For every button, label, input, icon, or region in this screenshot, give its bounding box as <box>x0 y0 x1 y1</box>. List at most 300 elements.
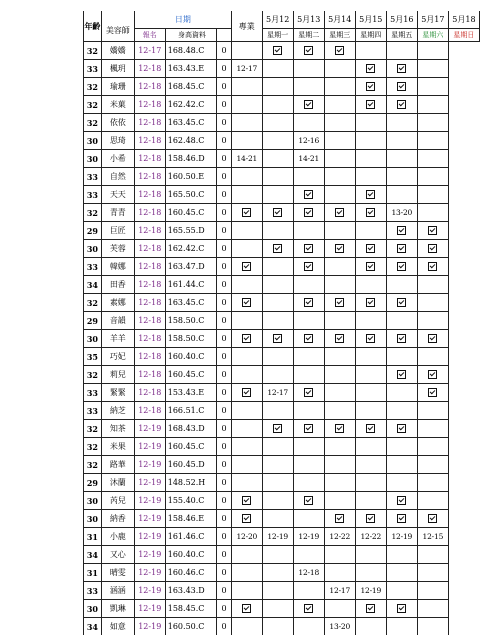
checkbox-checked-icon <box>242 604 251 613</box>
day-cell <box>386 114 417 132</box>
checkbox-checked-icon <box>273 424 282 433</box>
checkbox-checked-icon <box>428 370 437 379</box>
day-cell <box>262 258 293 276</box>
day-cell <box>324 384 355 402</box>
day-cell <box>324 276 355 294</box>
day-cell <box>262 312 293 330</box>
day-cell <box>324 312 355 330</box>
day-cell <box>386 186 417 204</box>
checkbox-checked-icon <box>304 334 313 343</box>
checkin-cell: 12-19 <box>134 600 165 618</box>
day-cell <box>324 60 355 78</box>
name-cell: 嬌嬌 <box>101 42 134 60</box>
checkbox-checked-icon <box>397 244 406 253</box>
day-cell <box>355 330 386 348</box>
day-cell <box>417 150 448 168</box>
day-cell <box>231 114 262 132</box>
table-row <box>84 564 480 582</box>
date-header-5: 5月17 <box>417 11 448 29</box>
day-cell <box>324 474 355 492</box>
checkbox-checked-icon <box>397 82 406 91</box>
weekday-header-4: 星期五 <box>386 29 417 42</box>
day-cell <box>355 150 386 168</box>
day-cell <box>231 240 262 258</box>
age-cell: 34 <box>84 618 102 635</box>
day-cell <box>417 114 448 132</box>
day-cell <box>355 186 386 204</box>
age-cell: 35 <box>84 348 102 366</box>
day-cell <box>293 420 324 438</box>
body-data-cell: 161.46.C <box>165 528 216 546</box>
day-cell <box>262 438 293 456</box>
day-cell <box>262 186 293 204</box>
checkbox-checked-icon <box>304 244 313 253</box>
checkbox-checked-icon <box>366 190 375 199</box>
table-row <box>84 510 480 528</box>
day-cell <box>231 186 262 204</box>
name-cell: 納芝 <box>101 402 134 420</box>
checkbox-checked-icon <box>273 334 282 343</box>
checkin-cell: 12-18 <box>134 366 165 384</box>
checkin-cell: 12-18 <box>134 294 165 312</box>
special-cell: 0 <box>217 96 232 114</box>
day-cell <box>231 618 262 635</box>
day-cell <box>293 564 324 582</box>
day-cell <box>262 510 293 528</box>
checkbox-checked-icon <box>428 262 437 271</box>
day-cell <box>262 240 293 258</box>
day-cell <box>262 60 293 78</box>
checkbox-checked-icon <box>366 298 375 307</box>
name-cell: 巨匠 <box>101 222 134 240</box>
checkbox-checked-icon <box>335 514 344 523</box>
body-data-cell: 158.46.E <box>165 510 216 528</box>
day-cell <box>231 420 262 438</box>
checkin-cell: 12-18 <box>134 78 165 96</box>
body-data-cell: 163.43.D <box>165 582 216 600</box>
checkin-cell: 12-18 <box>134 204 165 222</box>
time-range: 12-22 <box>329 532 350 541</box>
day-cell <box>293 438 324 456</box>
age-cell: 30 <box>84 600 102 618</box>
day-cell <box>386 402 417 420</box>
day-cell <box>262 546 293 564</box>
age-cell: 32 <box>84 204 102 222</box>
day-cell <box>293 222 324 240</box>
day-cell <box>262 132 293 150</box>
day-cell <box>417 402 448 420</box>
body-data-cell: 165.55.D <box>165 222 216 240</box>
special-cell: 0 <box>217 366 232 384</box>
day-cell <box>355 78 386 96</box>
day-cell <box>231 528 262 546</box>
table-row <box>84 42 480 60</box>
day-cell <box>355 258 386 276</box>
special-cell: 0 <box>217 240 232 258</box>
age-cell: 33 <box>84 582 102 600</box>
checkin-cell: 12-18 <box>134 312 165 330</box>
checkin-cell: 12-18 <box>134 186 165 204</box>
checkbox-checked-icon <box>273 208 282 217</box>
day-cell <box>355 402 386 420</box>
day-cell <box>293 240 324 258</box>
name-cell: 莉兒 <box>101 366 134 384</box>
schedule-body <box>84 11 480 635</box>
checkbox-checked-icon <box>304 496 313 505</box>
day-cell <box>293 348 324 366</box>
age-cell: 31 <box>84 564 102 582</box>
day-cell <box>417 276 448 294</box>
day-cell <box>262 204 293 222</box>
special-cell: 0 <box>217 294 232 312</box>
day-cell <box>262 528 293 546</box>
checkbox-checked-icon <box>397 496 406 505</box>
day-cell <box>262 420 293 438</box>
age-cell: 30 <box>84 240 102 258</box>
checkin-cell: 12-19 <box>134 438 165 456</box>
day-cell <box>355 294 386 312</box>
day-cell <box>386 600 417 618</box>
day-cell <box>293 456 324 474</box>
day-cell <box>293 186 324 204</box>
day-cell <box>386 510 417 528</box>
checkbox-checked-icon <box>428 334 437 343</box>
name-cell: 路華 <box>101 456 134 474</box>
day-cell <box>417 600 448 618</box>
day-cell <box>324 168 355 186</box>
special-cell: 0 <box>217 474 232 492</box>
name-cell: 納香 <box>101 510 134 528</box>
special-cell: 0 <box>217 204 232 222</box>
day-cell <box>231 492 262 510</box>
day-cell <box>386 60 417 78</box>
day-cell <box>324 582 355 600</box>
age-cell: 30 <box>84 132 102 150</box>
name-cell: 又心 <box>101 546 134 564</box>
name-cell: 芮兒 <box>101 492 134 510</box>
day-cell <box>293 114 324 132</box>
checkbox-checked-icon <box>397 100 406 109</box>
day-cell <box>231 294 262 312</box>
day-cell <box>386 168 417 186</box>
day-cell <box>231 366 262 384</box>
day-cell <box>324 114 355 132</box>
day-cell <box>293 474 324 492</box>
special-cell: 0 <box>217 438 232 456</box>
name-cell: 米菓 <box>101 96 134 114</box>
day-cell <box>324 258 355 276</box>
day-cell <box>417 204 448 222</box>
checkbox-checked-icon <box>428 244 437 253</box>
date-group-label: 日期 <box>175 15 191 24</box>
day-cell <box>293 402 324 420</box>
name-cell: 如意 <box>101 618 134 635</box>
table-row <box>84 600 480 618</box>
checkin-cell: 12-18 <box>134 114 165 132</box>
age-cell: 33 <box>84 186 102 204</box>
day-cell <box>417 312 448 330</box>
day-cell <box>417 132 448 150</box>
table-row <box>84 492 480 510</box>
special-cell: 0 <box>217 132 232 150</box>
checkbox-checked-icon <box>397 226 406 235</box>
day-cell <box>355 114 386 132</box>
body-data-cell: 163.45.C <box>165 294 216 312</box>
day-cell <box>324 330 355 348</box>
day-cell <box>231 60 262 78</box>
day-cell <box>355 474 386 492</box>
day-cell <box>386 366 417 384</box>
checkin-cell: 12-18 <box>134 348 165 366</box>
day-cell <box>386 312 417 330</box>
body-data-cell: 158.45.C <box>165 600 216 618</box>
day-cell <box>417 438 448 456</box>
day-cell <box>231 456 262 474</box>
day-cell <box>262 114 293 132</box>
day-cell <box>417 240 448 258</box>
special-cell: 0 <box>217 384 232 402</box>
day-cell <box>355 168 386 186</box>
name-cell: 小希 <box>101 150 134 168</box>
day-cell <box>386 384 417 402</box>
body-header: 身高資料 <box>165 29 216 42</box>
weekday-header-5: 星期六 <box>417 29 448 42</box>
day-cell <box>417 42 448 60</box>
checkbox-checked-icon <box>366 82 375 91</box>
checkbox-checked-icon <box>273 244 282 253</box>
table-row <box>84 204 480 222</box>
age-cell: 33 <box>84 60 102 78</box>
time-range: 12-17 <box>329 586 350 595</box>
day-cell <box>262 78 293 96</box>
day-cell <box>417 168 448 186</box>
body-data-cell: 160.45.D <box>165 456 216 474</box>
day-cell <box>355 276 386 294</box>
day-cell <box>324 528 355 546</box>
day-cell <box>355 600 386 618</box>
checkin-cell: 12-18 <box>134 330 165 348</box>
day-cell <box>262 348 293 366</box>
day-cell <box>417 348 448 366</box>
day-cell <box>324 492 355 510</box>
day-cell <box>262 168 293 186</box>
day-cell <box>231 258 262 276</box>
age-cell: 33 <box>84 402 102 420</box>
checkin-cell: 12-18 <box>134 222 165 240</box>
name-cell: 緊緊 <box>101 384 134 402</box>
special-cell: 0 <box>217 114 232 132</box>
age-cell: 29 <box>84 474 102 492</box>
day-cell <box>386 438 417 456</box>
day-cell <box>231 600 262 618</box>
day-cell <box>231 438 262 456</box>
day-cell <box>355 456 386 474</box>
day-cell <box>293 600 324 618</box>
checkin-cell: 12-19 <box>134 456 165 474</box>
name-cell: 田香 <box>101 276 134 294</box>
day-cell <box>293 510 324 528</box>
name-header-label: 美容師 <box>102 25 134 36</box>
table-row <box>84 330 480 348</box>
body-data-cell: 148.52.H <box>165 474 216 492</box>
time-range: 12-19 <box>360 586 381 595</box>
header-row-weekdays <box>84 29 480 42</box>
day-cell <box>417 456 448 474</box>
time-range: 12-20 <box>236 532 257 541</box>
checkin-cell: 12-19 <box>134 528 165 546</box>
table-row <box>84 186 480 204</box>
table-row <box>84 276 480 294</box>
name-cell: 芙蓉 <box>101 240 134 258</box>
day-cell <box>293 366 324 384</box>
age-cell: 32 <box>84 114 102 132</box>
body-data-cell: 153.43.E <box>165 384 216 402</box>
day-cell <box>417 492 448 510</box>
day-cell <box>262 96 293 114</box>
special-cell: 0 <box>217 618 232 635</box>
checkin-cell: 12-18 <box>134 132 165 150</box>
checkbox-checked-icon <box>335 334 344 343</box>
time-range: 14-21 <box>298 154 319 163</box>
day-cell <box>262 330 293 348</box>
table-row <box>84 150 480 168</box>
day-cell <box>324 240 355 258</box>
checkbox-checked-icon <box>304 388 313 397</box>
day-cell <box>324 438 355 456</box>
weekday-header-2: 星期三 <box>324 29 355 42</box>
checkbox-checked-icon <box>366 514 375 523</box>
checkin-cell: 12-19 <box>134 474 165 492</box>
table-row <box>84 168 480 186</box>
date-header-0: 5月12 <box>262 11 293 29</box>
name-cell: 韓娜 <box>101 258 134 276</box>
day-cell <box>293 312 324 330</box>
date-header-4: 5月16 <box>386 11 417 29</box>
day-cell <box>324 564 355 582</box>
day-cell <box>355 366 386 384</box>
day-cell <box>417 474 448 492</box>
day-cell <box>355 60 386 78</box>
name-cell: 晴雯 <box>101 564 134 582</box>
table-row <box>84 546 480 564</box>
day-cell <box>417 366 448 384</box>
day-cell <box>231 564 262 582</box>
age-header: 年齡 <box>84 11 102 42</box>
checkbox-checked-icon <box>242 208 251 217</box>
day-cell <box>293 132 324 150</box>
checkin-cell: 12-18 <box>134 150 165 168</box>
body-data-cell: 163.45.C <box>165 114 216 132</box>
checkin-cell: 12-19 <box>134 510 165 528</box>
age-cell: 33 <box>84 168 102 186</box>
day-cell <box>231 582 262 600</box>
day-cell <box>355 312 386 330</box>
body-data-cell: 168.43.D <box>165 420 216 438</box>
day-cell <box>262 474 293 492</box>
date-header-2: 5月14 <box>324 11 355 29</box>
checkin-cell: 12-19 <box>134 546 165 564</box>
age-cell: 32 <box>84 420 102 438</box>
checkbox-checked-icon <box>335 244 344 253</box>
day-cell <box>324 222 355 240</box>
day-cell <box>293 618 324 635</box>
name-cell: 素娜 <box>101 294 134 312</box>
special-cell: 0 <box>217 276 232 294</box>
day-cell <box>324 150 355 168</box>
table-row <box>84 294 480 312</box>
body-data-cell: 158.46.D <box>165 150 216 168</box>
day-cell <box>231 150 262 168</box>
age-cell: 32 <box>84 366 102 384</box>
day-cell <box>262 42 293 60</box>
table-row <box>84 258 480 276</box>
age-cell: 32 <box>84 96 102 114</box>
day-cell <box>324 546 355 564</box>
day-cell <box>417 420 448 438</box>
checkbox-checked-icon <box>304 100 313 109</box>
day-cell <box>262 456 293 474</box>
checkbox-checked-icon <box>304 604 313 613</box>
special-cell: 0 <box>217 186 232 204</box>
time-range: 12-18 <box>298 568 319 577</box>
checkbox-checked-icon <box>366 100 375 109</box>
checkbox-checked-icon <box>397 604 406 613</box>
special-cell: 0 <box>217 60 232 78</box>
date-header-3: 5月15 <box>355 11 386 29</box>
checkbox-checked-icon <box>366 64 375 73</box>
day-cell <box>262 618 293 635</box>
name-cell: 思琦 <box>101 132 134 150</box>
checkbox-checked-icon <box>366 424 375 433</box>
body-data-cell: 162.48.C <box>165 132 216 150</box>
body-data-cell: 168.45.C <box>165 78 216 96</box>
day-cell <box>262 600 293 618</box>
time-range: 13-20 <box>391 208 412 217</box>
body-data-cell: 162.42.C <box>165 96 216 114</box>
day-cell <box>324 42 355 60</box>
checkbox-checked-icon <box>304 298 313 307</box>
checkin-cell: 12-18 <box>134 258 165 276</box>
day-cell <box>417 258 448 276</box>
day-cell <box>262 222 293 240</box>
name-cell: 青青 <box>101 204 134 222</box>
time-range: 12-17 <box>267 388 288 397</box>
day-cell <box>262 402 293 420</box>
day-cell <box>417 564 448 582</box>
time-range: 12-19 <box>298 532 319 541</box>
checkin-header: 報名 <box>134 29 165 42</box>
name-cell: 小鹿 <box>101 528 134 546</box>
day-cell <box>386 456 417 474</box>
body-data-cell: 158.50.C <box>165 330 216 348</box>
special-cell: 0 <box>217 42 232 60</box>
day-cell <box>293 150 324 168</box>
day-cell <box>386 276 417 294</box>
day-cell <box>324 204 355 222</box>
checkbox-checked-icon <box>304 190 313 199</box>
day-cell <box>386 294 417 312</box>
day-cell <box>417 60 448 78</box>
day-cell <box>417 186 448 204</box>
table-row <box>84 96 480 114</box>
date-header-6: 5月18 <box>448 11 479 29</box>
day-cell <box>262 492 293 510</box>
checkin-cell: 12-18 <box>134 402 165 420</box>
body-data-cell: 163.43.E <box>165 60 216 78</box>
body-data-cell: 160.40.C <box>165 348 216 366</box>
name-cell: 知茶 <box>101 420 134 438</box>
day-cell <box>231 312 262 330</box>
